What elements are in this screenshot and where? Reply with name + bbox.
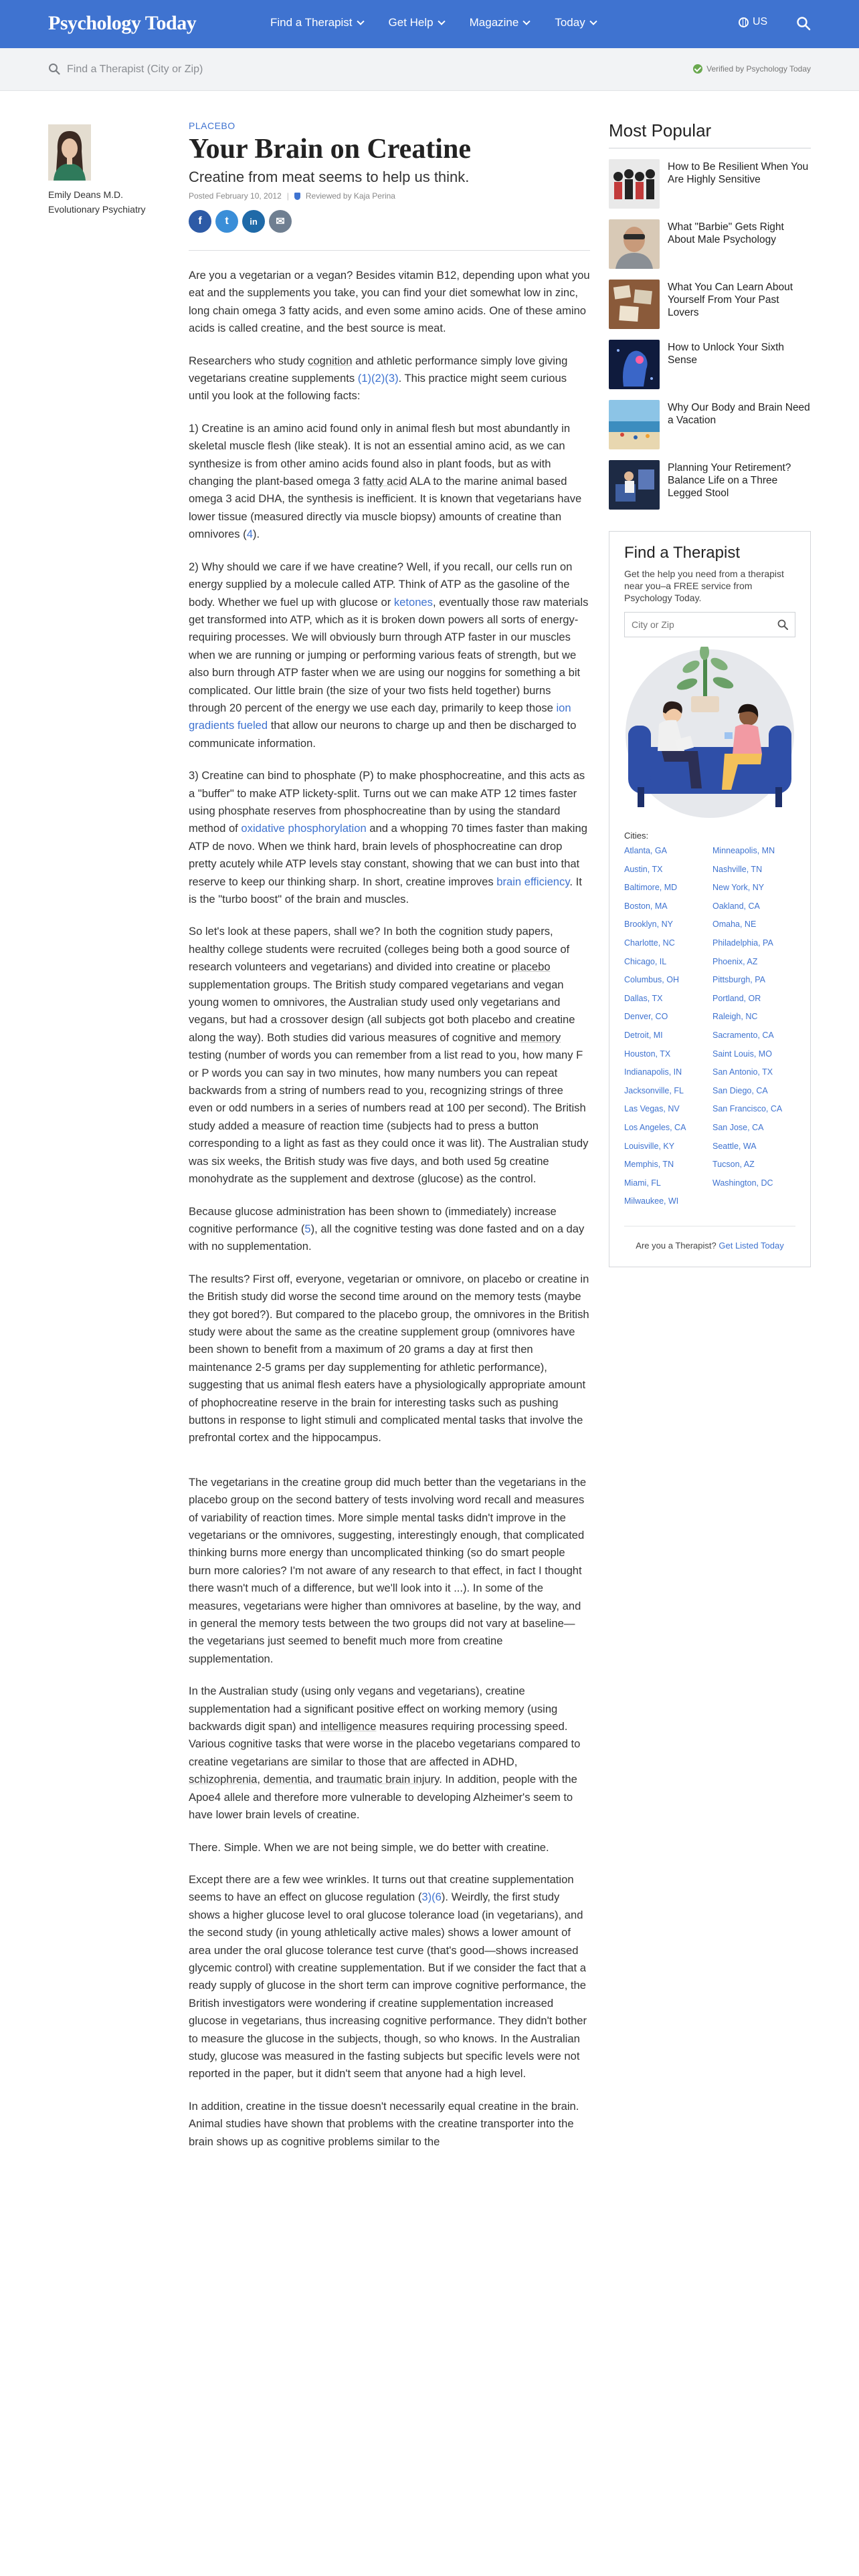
city-link[interactable]: Columbus, OH <box>624 975 679 985</box>
city-link[interactable]: Saint Louis, MO <box>712 1049 772 1059</box>
article-kicker[interactable]: PLACEBO <box>189 120 235 131</box>
city-link[interactable]: Nashville, TN <box>712 864 763 874</box>
get-listed-link[interactable]: Get Listed Today <box>719 1240 784 1251</box>
nav-magazine[interactable] <box>470 16 530 29</box>
city-link[interactable]: Detroit, MI <box>624 1030 663 1040</box>
site-logo[interactable]: Psychology Today <box>48 12 197 34</box>
nav-today[interactable] <box>555 16 595 29</box>
find-therapist-heading: Find a Therapist <box>624 544 740 562</box>
link-brain-efficiency[interactable]: brain efficiency <box>496 875 570 888</box>
nav-label: Get Help <box>388 16 434 29</box>
chevron-down-icon <box>438 17 445 25</box>
man-portrait-thumbnail <box>609 219 660 269</box>
link-schizophrenia[interactable]: schizophrenia <box>189 1773 258 1786</box>
link-cognition[interactable]: cognition <box>308 354 353 367</box>
city-link[interactable]: Charlotte, NC <box>624 938 675 948</box>
city-link[interactable]: Pittsburgh, PA <box>712 975 765 985</box>
meta-separator: | <box>286 191 289 201</box>
email-share-button[interactable]: ✉ <box>269 210 292 233</box>
city-link[interactable]: San Diego, CA <box>712 1085 768 1095</box>
city-link[interactable]: Portland, OR <box>712 993 761 1003</box>
city-link[interactable]: Raleigh, NC <box>712 1012 758 1022</box>
popular-item[interactable] <box>609 400 811 449</box>
city-link[interactable]: Phoenix, AZ <box>712 956 758 966</box>
city-link[interactable]: Dallas, TX <box>624 993 663 1003</box>
linkedin-share-button[interactable]: in <box>242 210 265 233</box>
city-zip-input[interactable] <box>625 613 795 637</box>
link-dementia[interactable]: dementia <box>263 1773 309 1786</box>
paragraph: In addition, creatine in the tissue doesn't necessarily equal creatine in the brain. Animal studies have shown that problems with the creatine transporter into the brain shows up as cognitive problems similar to the <box>189 2099 579 2148</box>
search-icon <box>48 63 60 75</box>
city-link <box>712 1192 795 1211</box>
author-photo-illustration <box>48 124 91 181</box>
popular-item-title: Why Our Body and Brain Need a Vacation <box>668 402 810 426</box>
link-traumatic-brain-injury[interactable]: traumatic brain injury <box>337 1773 440 1786</box>
city-link[interactable]: San Antonio, TX <box>712 1067 773 1077</box>
reviewed-by: Reviewed by Kaja Perina <box>305 191 395 201</box>
globe-icon <box>739 17 749 27</box>
therapist-question: Are you a Therapist? <box>636 1240 717 1251</box>
therapy-session-illustration <box>624 647 795 818</box>
check-icon <box>693 64 702 74</box>
author-block <box>48 124 169 217</box>
city-link[interactable]: Oakland, CA <box>712 901 760 911</box>
paragraph: Are you a vegetarian or a vegan? Besides vitamin B12, depending upon what you eat and the supplements you take, you can find your diet somewhat low in zinc, long chain omega 3 fatty acids, and even some amino acids. One of these amino acids is called creatine, and the best source is meat. <box>189 269 590 335</box>
nav-label: Find a Therapist <box>270 16 353 29</box>
popular-item-title: Planning Your Retirement? Balance Life on a Three Legged Stool <box>668 462 791 499</box>
popular-item-title: What You Can Learn About Yourself From Your Past Lovers <box>668 282 793 318</box>
city-link[interactable]: Memphis, TN <box>624 1160 674 1170</box>
locale-selector[interactable] <box>739 16 767 28</box>
paragraph: 3) Creatine can bind to phosphate (P) to make phosphocreatine, and this acts as a "buffer" to make ATP lickety-split. Turns out we can make ATP 12 times faster using phosphate reserves from phosphocreatine than by using the standard method of oxidative phosphorylation and a whopping 70 times faster than making ATP de novo. When we think hard, brain levels of phosphocreatine can drop pretty acutely while ATP levels stay constant, showing that we can bust into that reserve to keep our thinking sharp. In short, creatine improves brain efficiency. It is the "turbo boost" of the brain and muscles. <box>189 769 587 905</box>
popular-item-title: How to Unlock Your Sixth Sense <box>668 342 785 366</box>
link-oxidative-phosphorylation[interactable]: oxidative phosphorylation <box>241 822 367 835</box>
city-link[interactable]: Los Angeles, CA <box>624 1122 686 1132</box>
chevron-down-icon <box>523 17 531 25</box>
city-link[interactable]: New York, NY <box>712 883 765 893</box>
cities-grid <box>624 842 795 1211</box>
city-link[interactable]: Atlanta, GA <box>624 846 667 855</box>
paragraph: The vegetarians in the creatine group did much better than the vegetarians in the placebo group on the second battery of tests involving word recall and measures of variability of reaction times. More simple mental tasks didn't improve in the vegetarians or the omnivores, suggesting, interestingly enough, that complicated thinking burns more energy than uncomplicated thinking (so do smart people burn more calories? I'm not aware of any research to that effect, in fact I thought there wasn't much of a difference, but we'll look into it ...). In some of the measures, vegetarians were higher than omnivores at baseline, by the way, and in general the memory tests between the two groups did not vary at baseline—the vegetarians just seemed to benefit much more from creatine supplementation. <box>189 1475 587 1665</box>
paragraph: Because glucose administration has been shown to (immediately) increase cognitive performance (5), all the cognitive testing was done fasted and on a day with no supplementation. <box>189 1204 585 1253</box>
photos-table-thumbnail <box>609 280 660 329</box>
city-link[interactable]: Jacksonville, FL <box>624 1085 684 1095</box>
share-buttons <box>189 210 590 233</box>
nav-get-help[interactable] <box>389 16 444 29</box>
paragraph: In the Australian study (using only vegans and vegetarians), creatine supplementation had a significant positive effect on working memory (using backwards digit span) and intelligence measures requiring processing speed. Various cognitive tasks that were worse in the placebo vegetarians compared to creatine vegetarians are similar to those that are affected in ADHD, schizophrenia, dementia, and traumatic brain injury. In addition, people with the Apoe4 allele and therefore more vulnerable to developing Alzheimer's seem to have lower brain levels of creatine. <box>189 1685 581 1822</box>
get-listed-block <box>624 1226 795 1252</box>
face-silhouette-thumbnail <box>609 340 660 389</box>
beach-thumbnail <box>609 400 660 449</box>
nav-label: Magazine <box>469 16 519 29</box>
chevron-down-icon <box>357 17 364 25</box>
city-link[interactable]: Minneapolis, MN <box>712 846 775 855</box>
link-intelligence[interactable]: intelligence <box>320 1720 377 1733</box>
popular-item[interactable] <box>609 219 811 269</box>
city-link[interactable]: Baltimore, MD <box>624 883 678 893</box>
blog-name[interactable]: Evolutionary Psychiatry <box>48 204 146 215</box>
city-link[interactable]: Indianapolis, IN <box>624 1067 682 1077</box>
city-link[interactable]: Houston, TX <box>624 1049 671 1059</box>
paragraph: The results? First off, everyone, vegetarian or omnivore, on placebo or creatine in the British study did worse the second time around on the memory tests (maybe they got bored?). But compared to the placebo group, the omnivores in the British study were about the same as the creatine supplement group (omnivores have been shown to benefit from a maximum of 20 grams a day at first then maintenance 2-5 grams per day supplementing for athletic performance), suggesting that us animal flesh eaters have a physiologically appropriate amount of phophocreatine reserve in the brain for interesting tasks such as pushing buttons in response to light stimuli and complicated mental tasks that involve the prefrontal cortex and the hippocampus. <box>189 1272 589 1444</box>
city-link[interactable]: Washington, DC <box>712 1178 773 1188</box>
link-fatty-acid[interactable]: fatty acid <box>363 475 407 488</box>
city-link[interactable]: San Francisco, CA <box>712 1104 783 1114</box>
article-title: Your Brain on Creatine <box>189 134 471 165</box>
paragraph: There. Simple. When we are not being simple, we do better with creatine. <box>189 1840 549 1854</box>
city-link[interactable]: Sacramento, CA <box>712 1030 774 1040</box>
city-link[interactable]: Miami, FL <box>624 1178 661 1188</box>
article-body <box>189 267 590 2151</box>
city-link[interactable]: Chicago, IL <box>624 956 667 966</box>
facebook-share-button[interactable]: f <box>189 210 211 233</box>
verified-label: Verified by Psychology Today <box>706 64 811 74</box>
city-link[interactable]: Milwaukee, WI <box>624 1196 679 1206</box>
main-nav <box>270 16 596 29</box>
find-therapist-description: Get the help you need from a therapist near you–a FREE service from Psychology Today. <box>624 568 784 603</box>
city-link[interactable]: Austin, TX <box>624 864 663 874</box>
reference-link[interactable]: 5 <box>304 1222 311 1235</box>
twitter-share-button[interactable]: t <box>215 210 238 233</box>
popular-item-title: How to Be Resilient When You Are Highly Sensitive <box>668 161 809 185</box>
article-meta <box>189 191 590 201</box>
city-link[interactable]: Philadelphia, PA <box>712 938 773 948</box>
popular-item[interactable] <box>609 280 811 329</box>
city-link[interactable]: Boston, MA <box>624 901 668 911</box>
paragraph: 2) Why should we care if we have creatine? Well, if you recall, our cells run on energy supplied by a molecule called ATP. Think of ATP as the gasoline of the body. Whether we fuel up with glucose or ketones, eventually those raw materials get transformed into ATP, which as it is broken down powers all sorts of energy-requiring processes. We will obviously burn through ATP faster in our muscles when we are running or jumping or performing various feats of strength, but we also burn through ATP faster when we are using our noggins for something a bit complicated. Our little brain (the size of your two fists held together) burns through 20 percent of the energy we use each day, primarily to keep those ion gradients fueled that allow our neurons to charge up and then be discharged to communicate information. <box>189 560 589 750</box>
posted-date: Posted February 10, 2012 <box>189 191 282 201</box>
divider <box>189 250 590 251</box>
city-link[interactable]: Las Vegas, NV <box>624 1104 680 1114</box>
article-subtitle: Creatine from meat seems to help us think. <box>189 169 470 185</box>
chevron-down-icon <box>589 17 597 25</box>
therapist-search-bar <box>0 48 859 91</box>
therapist-search-input[interactable] <box>67 59 468 80</box>
most-popular-heading: Most Popular <box>609 120 811 148</box>
top-nav-bar <box>0 0 859 48</box>
city-link[interactable]: Brooklyn, NY <box>624 920 673 930</box>
reference-links[interactable]: (1)(2)(3) <box>357 372 399 385</box>
city-link[interactable]: Seattle, WA <box>712 1141 757 1151</box>
popular-item-title: What "Barbie" Gets Right About Male Psychology <box>668 221 784 245</box>
reference-links[interactable]: 3)(6 <box>421 1891 442 1904</box>
locale-label: US <box>753 16 768 27</box>
author-name[interactable]: Emily Deans M.D. <box>48 189 124 200</box>
author-avatar[interactable] <box>48 124 91 181</box>
city-link[interactable]: Tucson, AZ <box>712 1160 755 1170</box>
city-link[interactable]: Denver, CO <box>624 1012 668 1022</box>
reference-link[interactable]: 4 <box>246 528 253 541</box>
shield-icon <box>294 193 300 200</box>
popular-item[interactable] <box>609 460 811 510</box>
nav-find-therapist[interactable] <box>270 16 363 29</box>
cities-label: Cities: <box>624 831 649 841</box>
city-link[interactable]: Omaha, NE <box>712 920 757 930</box>
person-chair-thumbnail <box>609 460 660 510</box>
link-placebo[interactable]: placebo <box>511 960 551 974</box>
city-link[interactable]: San Jose, CA <box>712 1122 764 1132</box>
link-ketones[interactable]: ketones <box>393 595 433 609</box>
popular-item[interactable] <box>609 159 811 209</box>
paragraph: Except there are a few wee wrinkles. It turns out that creatine supplementation seems to have an effect on glucose regulation (3)(6). Weirdly, the first study shows a higher glucose level to oral glucose tolerance load (in vegetarians), and the second study (in young athletically active males) shows a lower amount of area under the oral glucose tolerance test curve (that's good—shows increased glycemic control) with creatine supplementation. But if we consider the fact that a ready supply of glucose in the short term can improve cognitive performance, the British investigators were wondering if creatine supplementation increased glucose in vegetarians, thus increasing cognitive performance. They didn't bother to measure the glucose in the subjects, though, so who knows. In the Australian study, glucose was measured in the fasting subjects but specific levels were not reported in the paper, but it didn't seem that anyone had a high level. <box>189 1872 587 2080</box>
paragraph: Researchers who study cognition and athletic performance simply love giving vegetarians creatine supplements (1)(2)(3). This practice might seem curious until you look at the following facts: <box>189 354 568 403</box>
popular-item[interactable] <box>609 340 811 389</box>
verified-badge <box>693 64 811 74</box>
article <box>189 120 590 2165</box>
find-therapist-box <box>609 531 811 1267</box>
city-search-field <box>624 612 795 637</box>
sidebar <box>609 120 811 1267</box>
search-icon[interactable] <box>796 16 811 31</box>
search-icon[interactable] <box>777 619 788 630</box>
link-ion-gradients[interactable]: ion gradients fueled <box>189 701 571 732</box>
nav-label: Today <box>555 16 585 29</box>
paragraph: 1) Creatine is an amino acid found only in animal flesh but most abundantly in skeletal muscle flesh (like steak). It is not an essential amino acid, as we can synthesize is from other amino acids found also in plant foods, but as with changing the plant-based omega 3 fatty acid ALA to the marine animal based omega 3 acid DHA, the synthesis is inefficient. It is known that vegetarians have lower tissue (measured directly via muscle biopsy) amounts of creatine than omnivores (4). <box>189 421 582 541</box>
people-group-thumbnail <box>609 159 660 209</box>
paragraph: So let's look at these papers, shall we? In both the cognition study papers, healthy college students were recruited (colleges being both a good source of research volunteers and vegetarians) and divided into creatine or placebo supplementation groups. The British study compared vegetarians and vegan young women to omnivores, the Australian study used only vegetarians and vegans, but had a crossover design (all subjects got both placebo and creatine along the way). Both studies did various measures of cognitive and memory testing (number of words you can remember from a list read to you, how many F or P words you can say in two minutes, how many numbers you can repeat backwards from a string of numbers read to you, recognizing strings of three even or odd numbers in a series of numbers read at 100 per second). The British study added a measure of reaction time (subjects had to press a button corresponding to a light as fast as they could once it was lit). The Australian study was six weeks, the British study was five days, and both used 5g creatine monohydrate as the supplement and dextrose (glucose) as the control. <box>189 925 589 1186</box>
link-memory[interactable]: memory <box>520 1031 561 1044</box>
city-link[interactable]: Louisville, KY <box>624 1141 675 1151</box>
